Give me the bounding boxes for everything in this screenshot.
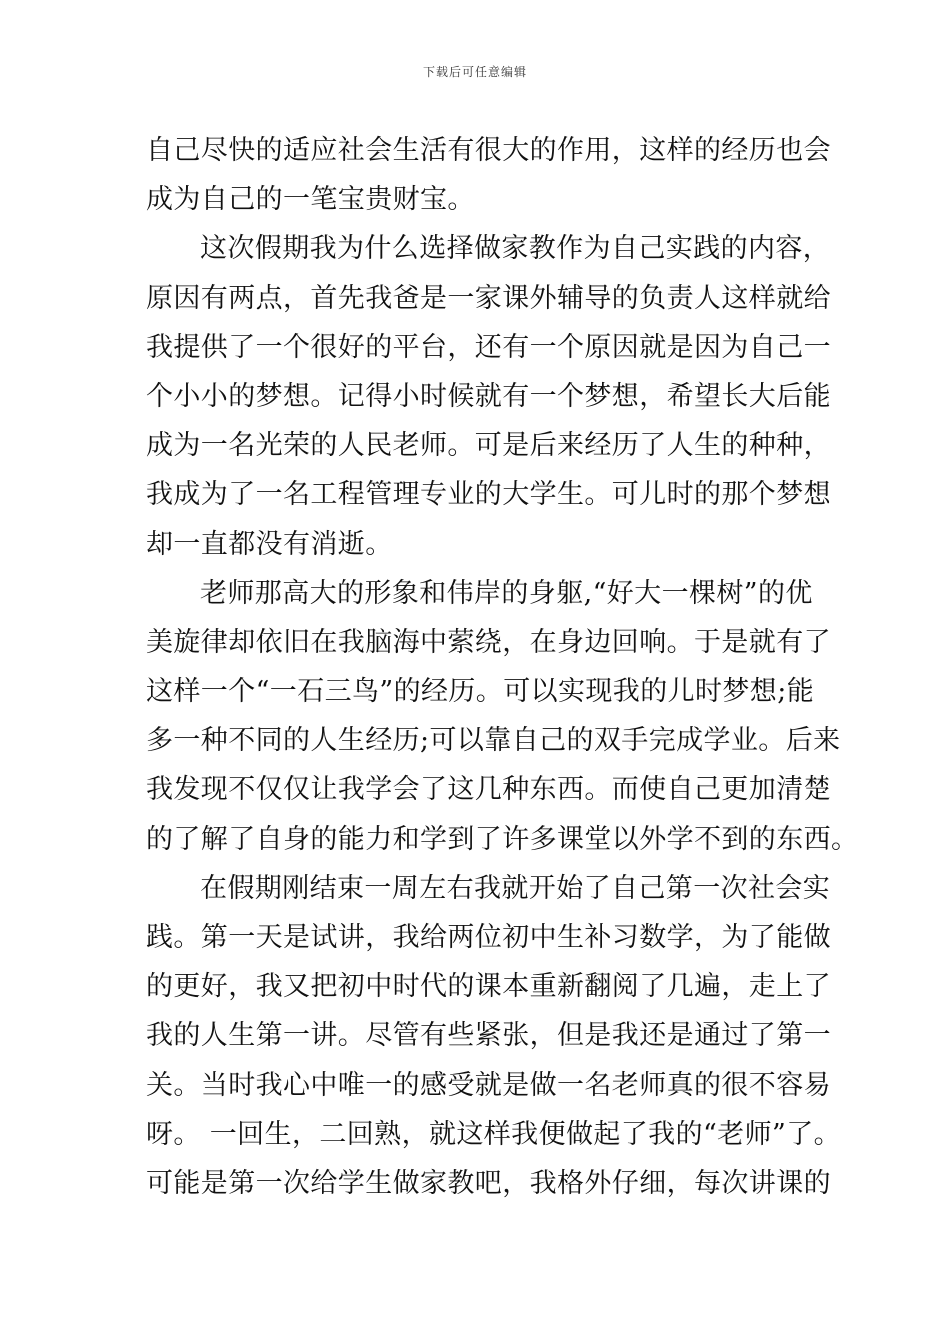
- text-line: 这次假期我为什么选择做家教作为自己实践的内容，: [200, 233, 831, 265]
- text-line: 原因有两点，首先我爸是一家课外辅导的负责人这样就给: [146, 282, 831, 314]
- text-line: 的更好，我又把初中时代的课本重新翻阅了几遍，走上了: [146, 971, 831, 1003]
- text-line: 这样一个“一石三鸟”的经历。可以实现我的儿时梦想;能: [146, 676, 815, 708]
- text-line: 关。当时我心中唯一的感受就是做一名老师真的很不容易: [146, 1069, 831, 1101]
- text-line: 多一种不同的人生经历;可以靠自己的双手完成学业。后来: [146, 725, 841, 757]
- page-header: 下载后可任意编辑: [422, 65, 527, 79]
- text-line: 的了解了自身的能力和学到了许多课堂以外学不到的东西。: [146, 823, 859, 855]
- text-line: 践。第一天是试讲，我给两位初中生补习数学，为了能做: [146, 922, 831, 953]
- text-line: 老师那高大的形象和伟岸的身躯,“好大一棵树”的优: [200, 577, 813, 609]
- text-line: 自己尽快的适应社会生活有很大的作用，这样的经历也会: [146, 135, 831, 166]
- text-line: 在假期刚结束一周左右我就开始了自己第一次社会实: [200, 872, 831, 904]
- text-line: 美旋律却依旧在我脑海中萦绕，在身边回响。于是就有了: [146, 626, 831, 658]
- text-line: 成为一名光荣的人民老师。可是后来经历了人生的种种，: [146, 430, 831, 462]
- text-line: 却一直都没有消逝。: [146, 528, 393, 560]
- text-line: 个小小的梦想。记得小时候就有一个梦想，希望长大后能: [146, 380, 831, 412]
- text-line: 我发现不仅仅让我学会了这几种东西。而使自己更加清楚: [146, 774, 831, 806]
- text-line: 我的人生第一讲。尽管有些紧张，但是我还是通过了第一: [146, 1020, 831, 1052]
- text-line: 我提供了一个很好的平台，还有一个原因就是因为自己一: [146, 331, 831, 363]
- document-body: [146, 126, 859, 1208]
- text-line: 我成为了一名工程管理专业的大学生。可儿时的那个梦想: [146, 479, 831, 511]
- text-line: 可能是第一次给学生做家教吧，我格外仔细，每次讲课的: [146, 1167, 831, 1199]
- text-line: 呀。 一回生，二回熟，就这样我便做起了我的“老师”了。: [146, 1118, 841, 1150]
- text-line: 成为自己的一笔宝贵财宝。: [146, 184, 475, 216]
